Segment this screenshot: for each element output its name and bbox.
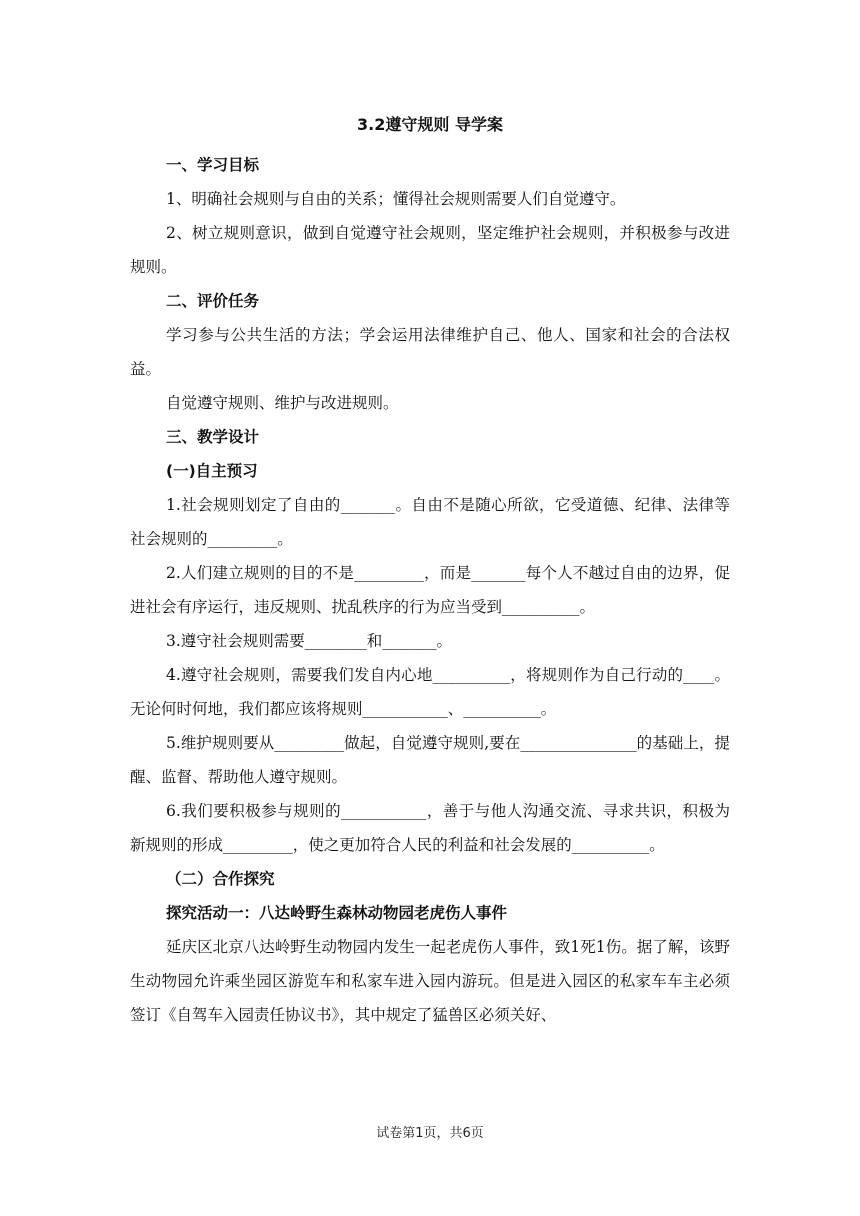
activity-heading: 探究活动一：八达岭野生森林动物园老虎伤人事件 (166, 904, 508, 922)
section-heading-objectives: 一、学习目标 (166, 156, 260, 174)
preview-question: 3.遵守社会规则需要________和_______。 (166, 632, 453, 650)
preview-question: 6.我们要积极参与规则的___________，善于与他人沟通交流、寻求共识，积极为新规则的形成_________，使之更加符合人民的利益和社会发展的__________。 (130, 802, 730, 854)
preview-question: 2.人们建立规则的目的不是_________，而是_______每个人不越过自由的边界，促进社会有序运行，违反规则、扰乱秩序的行为应当受到__________。 (130, 564, 730, 616)
task-item: 自觉遵守规则、维护与改进规则。 (166, 394, 399, 412)
objective-item: 1、明确社会规则与自由的关系；懂得社会规则需要人们自觉遵守。 (166, 190, 626, 208)
preview-question: 5.维护规则要从_________做起，自觉遵守规则,要在_______________的基础上，提醒、监督、帮助他人遵守规则。 (130, 734, 730, 786)
preview-question: 4.遵守社会规则，需要我们发自内心地__________，将规则作为自己行动的____。无论何时何地，我们都应该将规则___________、__________。 (130, 666, 730, 718)
section-heading-tasks: 二、评价任务 (166, 292, 260, 310)
subsection-heading-inquiry: （二）合作探究 (166, 870, 275, 888)
activity-paragraph: 延庆区北京八达岭野生动物园内发生一起老虎伤人事件，致1死1伤。据了解，该野生动物园允许乘坐园区游览车和私家车进入园内游玩。但是进入园区的私家车车主必须签订《自驾车入园责任协议书》，其中规定了猛兽区必须关好、 (130, 938, 730, 1024)
subsection-heading-preview: (一)自主预习 (166, 462, 258, 480)
page-footer: 试卷第1页，共6页 (376, 1126, 484, 1141)
objective-item: 2、树立规则意识，做到自觉遵守社会规则，坚定维护社会规则，并积极参与改进规则。 (130, 224, 730, 276)
task-item: 学习参与公共生活的方法；学会运用法律维护自己、他人、国家和社会的合法权益。 (130, 326, 730, 378)
document-title: 3.2遵守规则 导学案 (357, 115, 503, 134)
preview-question: 1.社会规则划定了自由的_______。自由不是随心所欲，它受道德、纪律、法律等社会规则的_________。 (130, 496, 730, 548)
section-heading-design: 三、教学设计 (166, 428, 260, 446)
